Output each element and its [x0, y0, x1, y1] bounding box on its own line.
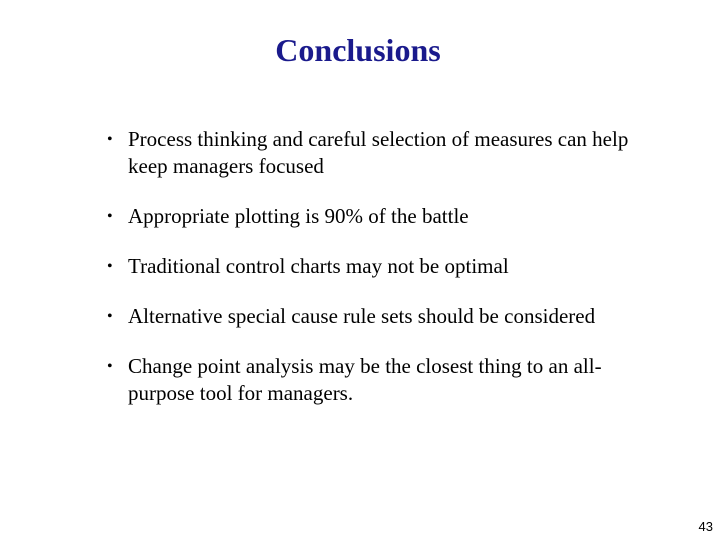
bullet-item: [107, 353, 667, 407]
bullet-text: Change point analysis may be the closest thing to an all-purpose tool for managers.: [128, 354, 602, 405]
bullet-item: [107, 303, 667, 330]
bullet-item: [107, 203, 667, 230]
bullet-icon: •: [107, 208, 113, 225]
bullet-item: [107, 126, 667, 180]
bullet-text: Traditional control charts may not be optimal: [128, 254, 509, 278]
slide-number: 43: [698, 519, 713, 534]
bullet-icon: •: [107, 131, 113, 148]
bullet-text: Process thinking and careful selection of measures can help keep managers focused: [128, 127, 629, 178]
slide-title: Conclusions: [275, 32, 441, 68]
bullet-text: Appropriate plotting is 90% of the battle: [128, 204, 469, 228]
bullet-icon: •: [107, 258, 113, 275]
bullet-list: [107, 126, 667, 430]
bullet-icon: •: [107, 308, 113, 325]
bullet-text: Alternative special cause rule sets should be considered: [128, 304, 596, 328]
bullet-item: [107, 253, 667, 280]
bullet-icon: •: [107, 358, 113, 375]
